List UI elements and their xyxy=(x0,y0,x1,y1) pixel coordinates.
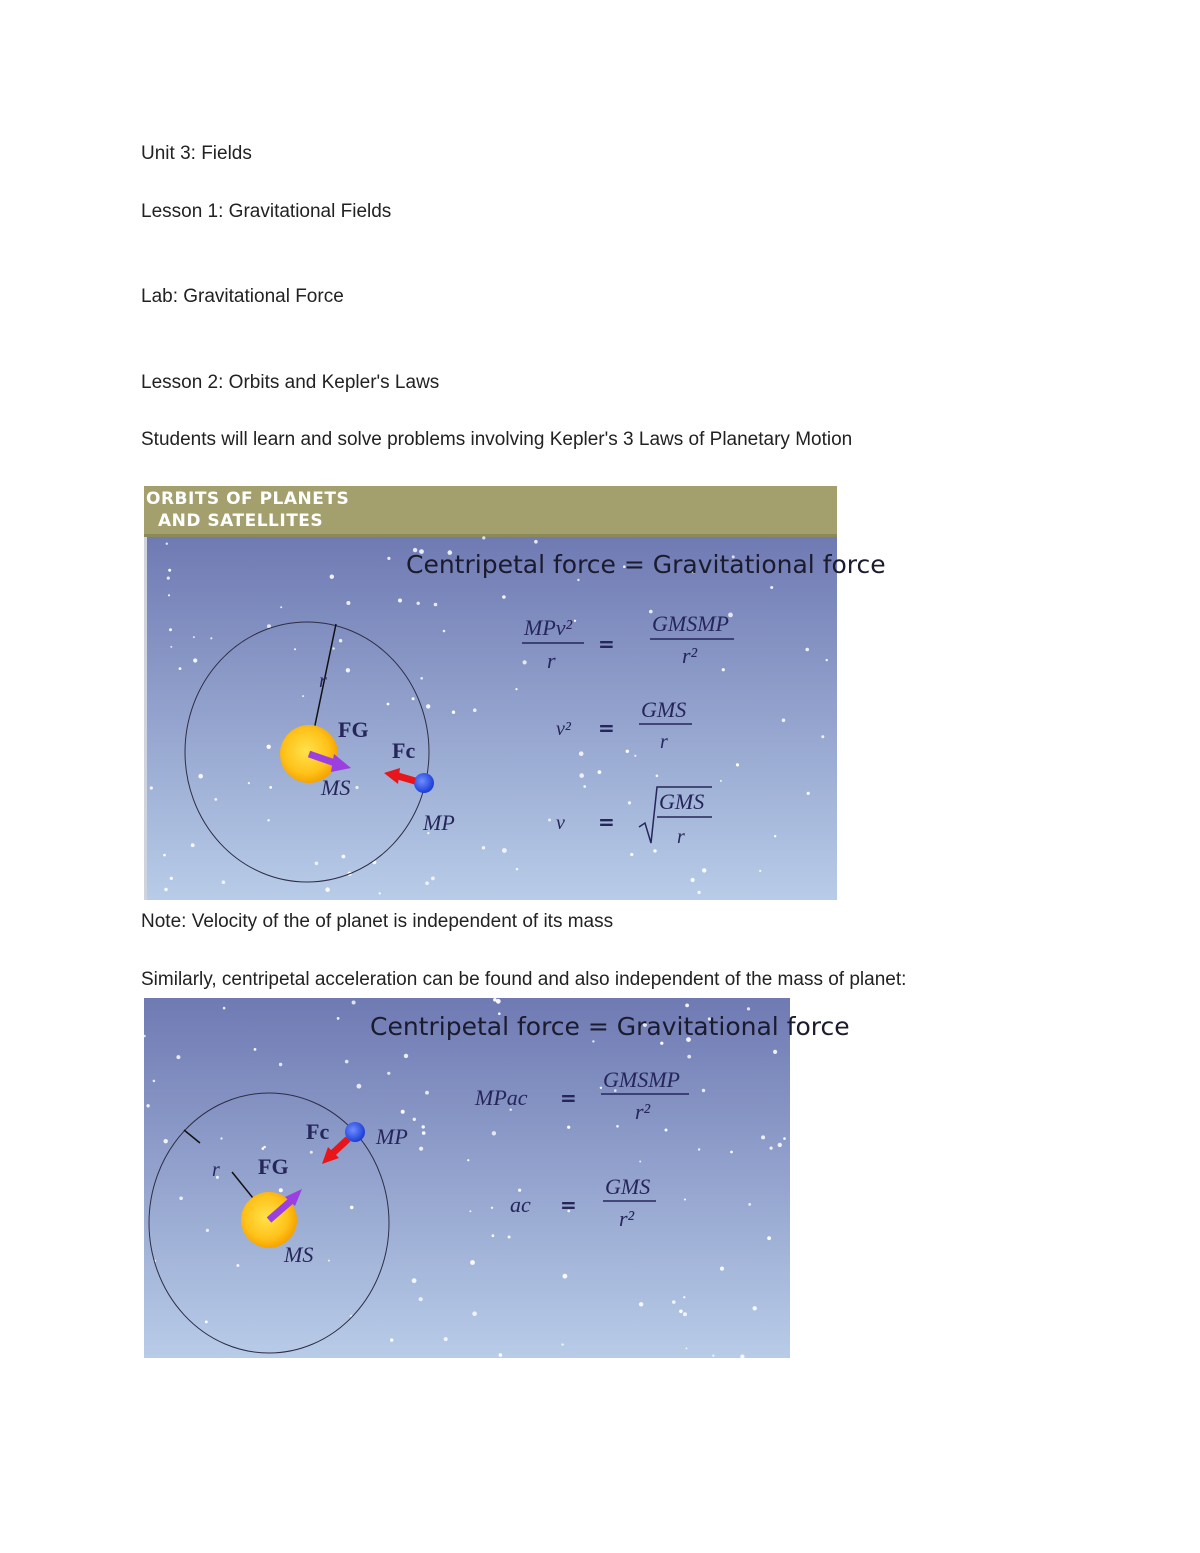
star xyxy=(236,1264,239,1267)
star xyxy=(634,755,636,757)
star xyxy=(628,801,631,804)
star xyxy=(342,855,346,859)
eq2-lhs: ac xyxy=(510,1192,531,1217)
star xyxy=(210,637,212,639)
star xyxy=(422,1125,425,1128)
star xyxy=(639,1302,643,1306)
star xyxy=(168,594,170,596)
star xyxy=(548,819,551,822)
star xyxy=(330,575,334,579)
star xyxy=(783,1137,786,1140)
star xyxy=(426,704,430,708)
star xyxy=(419,1297,423,1301)
star xyxy=(698,1148,700,1150)
star xyxy=(193,658,197,662)
star xyxy=(198,774,203,779)
star xyxy=(150,786,153,789)
star xyxy=(166,543,168,545)
star xyxy=(357,1084,362,1089)
star xyxy=(626,750,629,753)
star xyxy=(685,1347,687,1349)
acceleration-diagram xyxy=(144,998,850,1358)
star xyxy=(523,660,527,664)
fg-label: FG xyxy=(338,717,369,742)
star xyxy=(350,1206,354,1210)
star xyxy=(267,745,271,749)
star xyxy=(413,1118,416,1121)
ms-label: MS xyxy=(321,775,351,800)
star xyxy=(328,1260,330,1262)
star xyxy=(469,1210,471,1212)
star xyxy=(563,1274,568,1279)
star xyxy=(579,773,584,778)
star xyxy=(170,646,172,648)
figure-title-line2: AND SATELLITES xyxy=(158,511,324,531)
eq1-rhs-numerator: GMSMP xyxy=(652,611,729,636)
star xyxy=(352,1001,356,1005)
star xyxy=(805,648,809,652)
star xyxy=(770,586,773,589)
lesson1-title: Lesson 1: Gravitational Fields xyxy=(141,201,392,222)
star xyxy=(722,668,725,671)
star xyxy=(697,891,700,894)
eq2-rhs-numerator: GMS xyxy=(605,1174,651,1199)
star xyxy=(502,595,506,599)
star xyxy=(482,536,485,539)
star xyxy=(683,1296,685,1298)
eq1-lhs: MPac xyxy=(475,1085,528,1110)
star xyxy=(473,708,477,712)
star xyxy=(687,1055,691,1059)
eq3-lhs: v xyxy=(556,812,565,834)
star xyxy=(598,770,602,774)
note-text: Note: Velocity of the of planet is independent of its mass xyxy=(141,911,614,932)
sky-background xyxy=(144,998,790,1358)
star xyxy=(639,1161,641,1163)
star xyxy=(379,892,381,894)
star xyxy=(193,636,195,638)
star xyxy=(767,1236,771,1240)
eq1-lhs-numerator: MPv² xyxy=(524,615,573,640)
star xyxy=(294,648,296,650)
star xyxy=(574,620,576,622)
orbit-diagram xyxy=(144,537,886,900)
centripetal-acceleration-figure xyxy=(144,998,850,1358)
star xyxy=(267,819,269,821)
star xyxy=(492,1234,495,1237)
star xyxy=(683,1312,687,1316)
star xyxy=(502,848,507,853)
star xyxy=(821,735,824,738)
star xyxy=(337,1017,340,1020)
star xyxy=(567,1126,570,1129)
ms-label: MS xyxy=(284,1242,314,1267)
star xyxy=(346,601,350,605)
star xyxy=(269,786,272,789)
star xyxy=(332,647,334,649)
figure-title-bar xyxy=(144,486,837,537)
star xyxy=(712,1355,714,1357)
star xyxy=(685,1004,689,1008)
star xyxy=(720,780,722,782)
star xyxy=(672,1300,676,1304)
star xyxy=(163,854,166,857)
star xyxy=(470,1260,475,1265)
eq1-rhs-denominator: r² xyxy=(635,1099,651,1124)
star xyxy=(616,1125,619,1128)
planet xyxy=(414,773,434,793)
star xyxy=(325,887,330,892)
left-edge xyxy=(144,537,147,900)
star xyxy=(577,579,579,581)
star xyxy=(579,751,584,756)
star xyxy=(220,1137,222,1139)
fc-arrow-shaft xyxy=(398,776,415,781)
figure1-heading: Centripetal force = Gravitational force xyxy=(406,550,886,579)
star xyxy=(431,877,435,881)
eq3-rhs-numerator: GMS xyxy=(659,789,705,814)
star xyxy=(444,1337,448,1341)
star xyxy=(770,1147,773,1150)
star xyxy=(222,880,226,884)
star xyxy=(600,1087,602,1089)
star xyxy=(759,870,761,872)
star xyxy=(773,1050,777,1054)
star xyxy=(774,835,776,837)
star xyxy=(807,792,810,795)
star xyxy=(496,999,501,1004)
star xyxy=(472,1311,477,1316)
star xyxy=(499,1353,503,1357)
star xyxy=(279,1188,283,1192)
star xyxy=(214,798,217,801)
star xyxy=(736,763,739,766)
star xyxy=(761,1135,765,1139)
star xyxy=(412,1278,417,1283)
star xyxy=(179,667,182,670)
star xyxy=(176,1055,180,1059)
star xyxy=(782,719,786,723)
star xyxy=(492,1131,496,1135)
orbits-figure xyxy=(144,486,886,900)
star xyxy=(206,1229,209,1232)
star xyxy=(561,1343,563,1345)
star xyxy=(390,1338,393,1341)
star xyxy=(691,878,695,882)
star xyxy=(665,1129,668,1132)
star xyxy=(315,862,319,866)
star xyxy=(534,540,538,544)
figure2-heading: Centripetal force = Gravitational force xyxy=(370,1012,850,1041)
star xyxy=(482,846,485,849)
star xyxy=(653,849,656,852)
star xyxy=(168,569,171,572)
star xyxy=(720,1267,724,1271)
eq1-equals: = xyxy=(598,632,615,656)
star xyxy=(167,577,170,580)
eq2-equals: = xyxy=(598,716,615,740)
star xyxy=(153,1080,156,1083)
star xyxy=(740,1355,744,1359)
fg-label: FG xyxy=(258,1154,289,1179)
star xyxy=(660,1042,663,1045)
star xyxy=(191,843,195,847)
star xyxy=(419,1147,423,1151)
star xyxy=(753,1306,757,1310)
star xyxy=(412,697,415,700)
eq2-rhs-denominator: r² xyxy=(619,1206,635,1231)
star xyxy=(778,1143,782,1147)
star xyxy=(170,877,173,880)
lesson2-description: Students will learn and solve problems involving Kepler's 3 Laws of Planetary Motion xyxy=(141,429,853,450)
star xyxy=(146,1104,149,1107)
star xyxy=(748,1203,751,1206)
star xyxy=(679,1310,683,1314)
star xyxy=(398,599,402,603)
star xyxy=(310,1151,313,1154)
mp-label: MP xyxy=(376,1124,408,1149)
star xyxy=(684,1199,686,1201)
star xyxy=(425,881,429,885)
star xyxy=(143,1035,146,1038)
star xyxy=(179,1197,183,1201)
star xyxy=(515,688,517,690)
eq1-rhs-numerator: GMSMP xyxy=(603,1067,680,1092)
star xyxy=(452,711,455,714)
star xyxy=(280,606,282,608)
star xyxy=(420,677,423,680)
star xyxy=(223,1007,226,1010)
star xyxy=(387,557,390,560)
lesson2-title: Lesson 2: Orbits and Kepler's Laws xyxy=(141,372,440,393)
star xyxy=(702,868,706,872)
eq2-rhs-numerator: GMS xyxy=(641,697,687,722)
eq2-equals: = xyxy=(560,1193,577,1217)
star xyxy=(355,786,358,789)
star xyxy=(508,1236,511,1239)
radius-label: r xyxy=(212,1159,220,1181)
star xyxy=(346,668,350,672)
star xyxy=(254,1048,257,1051)
star xyxy=(443,630,446,633)
star xyxy=(262,1147,265,1150)
fc-label: Fc xyxy=(306,1119,330,1144)
star xyxy=(491,1207,493,1209)
similarly-text: Similarly, centripetal acceleration can be found and also independent of the mass of planet: xyxy=(141,969,907,990)
star xyxy=(630,853,633,856)
eq2-rhs-denominator: r xyxy=(660,731,668,753)
sky-background xyxy=(144,537,837,900)
star xyxy=(164,1139,168,1143)
star xyxy=(404,1054,408,1058)
star xyxy=(434,603,438,607)
star xyxy=(826,659,828,661)
star xyxy=(516,868,519,871)
fc-label: Fc xyxy=(392,738,416,763)
figure-title-line1: ORBITS OF PLANETS xyxy=(146,489,350,509)
star xyxy=(583,785,586,788)
star xyxy=(345,1060,349,1064)
unit-title: Unit 3: Fields xyxy=(141,143,252,164)
star xyxy=(656,775,659,778)
star xyxy=(387,1072,390,1075)
star xyxy=(279,1063,282,1066)
star xyxy=(747,1007,750,1010)
star xyxy=(422,1131,426,1135)
star xyxy=(730,1151,733,1154)
eq1-rhs-denominator: r² xyxy=(682,643,698,668)
mp-label: MP xyxy=(423,810,455,835)
star xyxy=(387,703,390,706)
star xyxy=(169,628,172,631)
star xyxy=(302,695,304,697)
eq1-equals: = xyxy=(560,1086,577,1110)
star xyxy=(425,1091,429,1095)
star xyxy=(339,639,342,642)
eq1-lhs-denominator: r xyxy=(547,648,556,673)
star xyxy=(702,1089,705,1092)
lab-title: Lab: Gravitational Force xyxy=(141,286,344,307)
eq3-rhs-denominator: r xyxy=(677,826,685,848)
star xyxy=(205,1321,208,1324)
eq3-equals: = xyxy=(598,810,615,834)
eq2-lhs: v² xyxy=(556,718,571,740)
star xyxy=(417,602,420,605)
star xyxy=(248,782,250,784)
star xyxy=(401,1110,405,1114)
radius-label: r xyxy=(319,670,327,692)
star xyxy=(467,1159,469,1161)
star xyxy=(164,888,167,891)
